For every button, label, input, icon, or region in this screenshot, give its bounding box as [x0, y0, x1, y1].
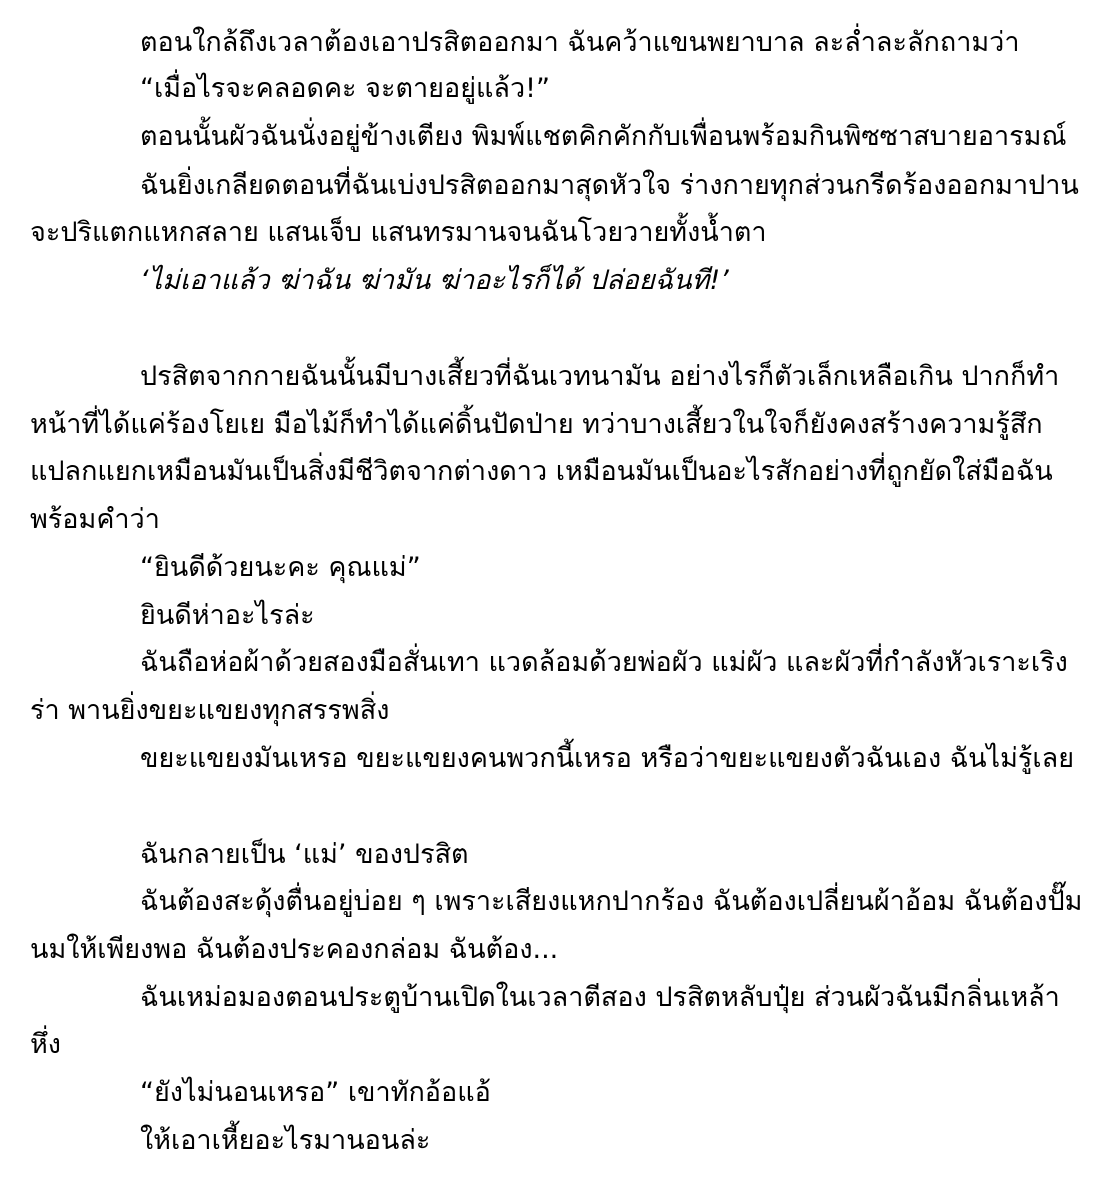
paragraph-line: หน้าที่ได้แค่ร้องโยเย มือไม้ก็ทำได้แค่ดิ้นปัดป่าย ทว่าบางเสี้ยวในใจก็ยังคงสร้างความรู้สึก [30, 409, 1043, 440]
paragraph-line: ตอนนั้นผัวฉันนั่งอยู่ข้างเตียง พิมพ์แชตคิกคักกับเพื่อนพร้อมกินพิซซาสบายอารมณ์ [140, 121, 1067, 152]
paragraph-line: หึ่ง [30, 1029, 61, 1060]
paragraph-line: จะปริแตกแหกสลาย แสนเจ็บ แสนทรมานจนฉันโวยวายทั้งน้ำตา [30, 217, 767, 248]
paragraph-line: ‘ไม่เอาแล้ว ฆ่าฉัน ฆ่ามัน ฆ่าอะไรก็ได้ ปล่อยฉันที!’ [140, 265, 729, 296]
paragraph-line: “ยังไม่นอนเหรอ” เขาทักอ้อแอ้ [140, 1077, 491, 1108]
paragraph-line: ให้เอาเหี้ยอะไรมานอนล่ะ [140, 1125, 431, 1156]
paragraph-line: ฉันถือห่อผ้าด้วยสองมือสั่นเทา แวดล้อมด้วยพ่อผัว แม่ผัว และผัวที่กำลังหัวเราะเริง [140, 647, 1068, 678]
paragraph-line: “เมื่อไรจะคลอดคะ จะตายอยู่แล้ว!” [140, 73, 550, 104]
paragraph-line: ฉันยิ่งเกลียดตอนที่ฉันเบ่งปรสิตออกมาสุดหัวใจ ร่างกายทุกส่วนกรีดร้องออกมาปาน [140, 170, 1079, 201]
paragraph-line: นมให้เพียงพอ ฉันต้องประคองกล่อม ฉันต้อง... [30, 934, 559, 965]
paragraph-line: ร่า พานยิ่งขยะแขยงทุกสรรพสิ่ง [30, 695, 390, 726]
paragraph-line: ฉันต้องสะดุ้งตื่นอยู่บ่อย ๆ เพราะเสียงแหกปากร้อง ฉันต้องเปลี่ยนผ้าอ้อม ฉันต้องปั๊ม [140, 886, 1083, 917]
paragraph-line: ฉันกลายเป็น ‘แม่’ ของปรสิต [140, 839, 469, 870]
paragraph-line: แปลกแยกเหมือนมันเป็นสิ่งมีชีวิตจากต่างดาว เหมือนมันเป็นอะไรสักอย่างที่ถูกยัดใส่มือฉัน [30, 456, 1053, 487]
paragraph-line: ขยะแขยงมันเหรอ ขยะแขยงคนพวกนี้เหรอ หรือว่าขยะแขยงตัวฉันเอง ฉันไม่รู้เลย [140, 743, 1075, 774]
paragraph-line: ตอนใกล้ถึงเวลาต้องเอาปรสิตออกมา ฉันคว้าแขนพยาบาล ละล่ำละลักถามว่า [140, 27, 1020, 58]
paragraph-line: ยินดีห่าอะไรล่ะ [140, 600, 315, 631]
paragraph-line: ฉันเหม่อมองตอนประตูบ้านเปิดในเวลาตีสอง ปรสิตหลับปุ๋ย ส่วนผัวฉันมีกลิ่นเหล้า [140, 982, 1060, 1013]
paragraph-line: พร้อมคำว่า [30, 504, 160, 535]
paragraph-line: ปรสิตจากกายฉันนั้นมีบางเสี้ยวที่ฉันเวทนามัน อย่างไรก็ตัวเล็กเหลือเกิน ปากก็ทำ [140, 361, 1060, 392]
paragraph-line: “ยินดีด้วยนะคะ คุณแม่” [140, 552, 421, 583]
